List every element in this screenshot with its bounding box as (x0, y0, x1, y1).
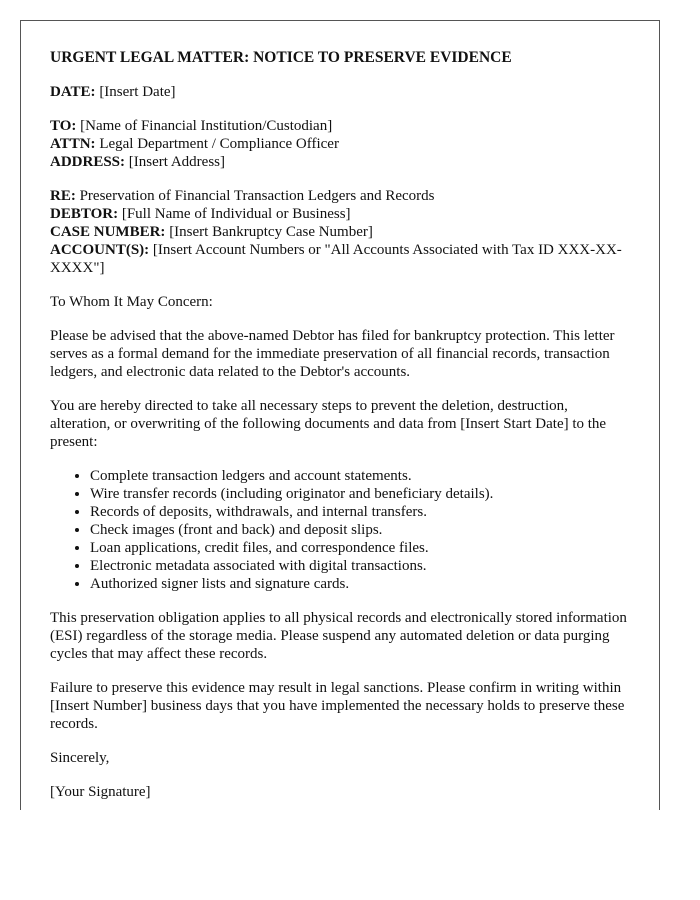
debtor-line (50, 205, 630, 223)
list-item: • Authorized signer lists and signature cards. (90, 575, 630, 593)
to-value: [Name of Financial Institution/Custodian] (80, 118, 333, 134)
case-number-label: CASE NUMBER: (50, 224, 166, 240)
date-label: DATE: (50, 84, 96, 100)
accounts-value: [Insert Account Numbers or "All Accounts Associated with Tax ID XXX-XX-XXXX"] (50, 242, 622, 276)
re-label: RE: (50, 188, 76, 204)
case-number-value: [Insert Bankruptcy Case Number] (169, 224, 373, 240)
paragraph-preservation-directive: You are hereby directed to take all necessary steps to prevent the deletion, destruction, alteration, or overwriting of the following documents and data from [Insert Start Date] to the present: (50, 398, 607, 450)
debtor-value: [Full Name of Individual or Business] (121, 206, 351, 222)
list-item: • Wire transfer records (including originator and beneficiary details). (90, 485, 630, 503)
date-line (50, 83, 630, 101)
list-item: • Complete transaction ledgers and account statements. (90, 467, 630, 485)
list-item: • Electronic metadata associated with digital transactions. (90, 557, 630, 575)
address-line (50, 153, 630, 171)
accounts-line (50, 241, 630, 277)
letter-content (21, 21, 659, 801)
recipient-block (50, 117, 630, 171)
list-item: • Loan applications, credit files, and correspondence files. (90, 539, 630, 557)
closing: Sincerely, (50, 750, 110, 766)
paragraph-bankruptcy-notice: Please be advised that the above-named Debtor has filed for bankruptcy protection. This letter serves as a formal demand for the immediate preservation of all financial records, transaction ledgers, and electronic data related to the Debtor's accounts. (50, 328, 615, 380)
re-line (50, 187, 630, 205)
list-item: • Check images (front and back) and deposit slips. (90, 521, 630, 539)
re-value: Preservation of Financial Transaction Ledgers and Records (79, 188, 435, 204)
letter-page (20, 20, 660, 810)
letter-title: URGENT LEGAL MATTER: NOTICE TO PRESERVE EVIDENCE (50, 49, 512, 66)
reference-block (50, 187, 630, 277)
attn-value: Legal Department / Compliance Officer (99, 136, 339, 152)
paragraph-esi-obligation: This preservation obligation applies to all physical records and electronically stored information (ESI) regardless of the storage media. Please suspend any automated deletion or data purging cycles that may affect these records. (50, 610, 627, 662)
attn-label: ATTN: (50, 136, 96, 152)
to-label: TO: (50, 118, 77, 134)
to-line (50, 117, 630, 135)
date-block (50, 83, 630, 101)
signature: [Your Signature] (50, 784, 151, 800)
debtor-label: DEBTOR: (50, 206, 119, 222)
salutation: To Whom It May Concern: (50, 294, 213, 310)
attn-line (50, 135, 630, 153)
address-label: ADDRESS: (50, 154, 126, 170)
accounts-label: ACCOUNT(S): (50, 242, 150, 258)
records-list (50, 467, 630, 593)
case-number-line (50, 223, 630, 241)
list-item: • Records of deposits, withdrawals, and internal transfers. (90, 503, 630, 521)
paragraph-sanctions-warning: Failure to preserve this evidence may result in legal sanctions. Please confirm in writing within [Insert Number] business days that you have implemented the necessary holds to preserve these records. (50, 680, 625, 732)
date-value: [Insert Date] (99, 84, 176, 100)
address-value: [Insert Address] (128, 154, 225, 170)
